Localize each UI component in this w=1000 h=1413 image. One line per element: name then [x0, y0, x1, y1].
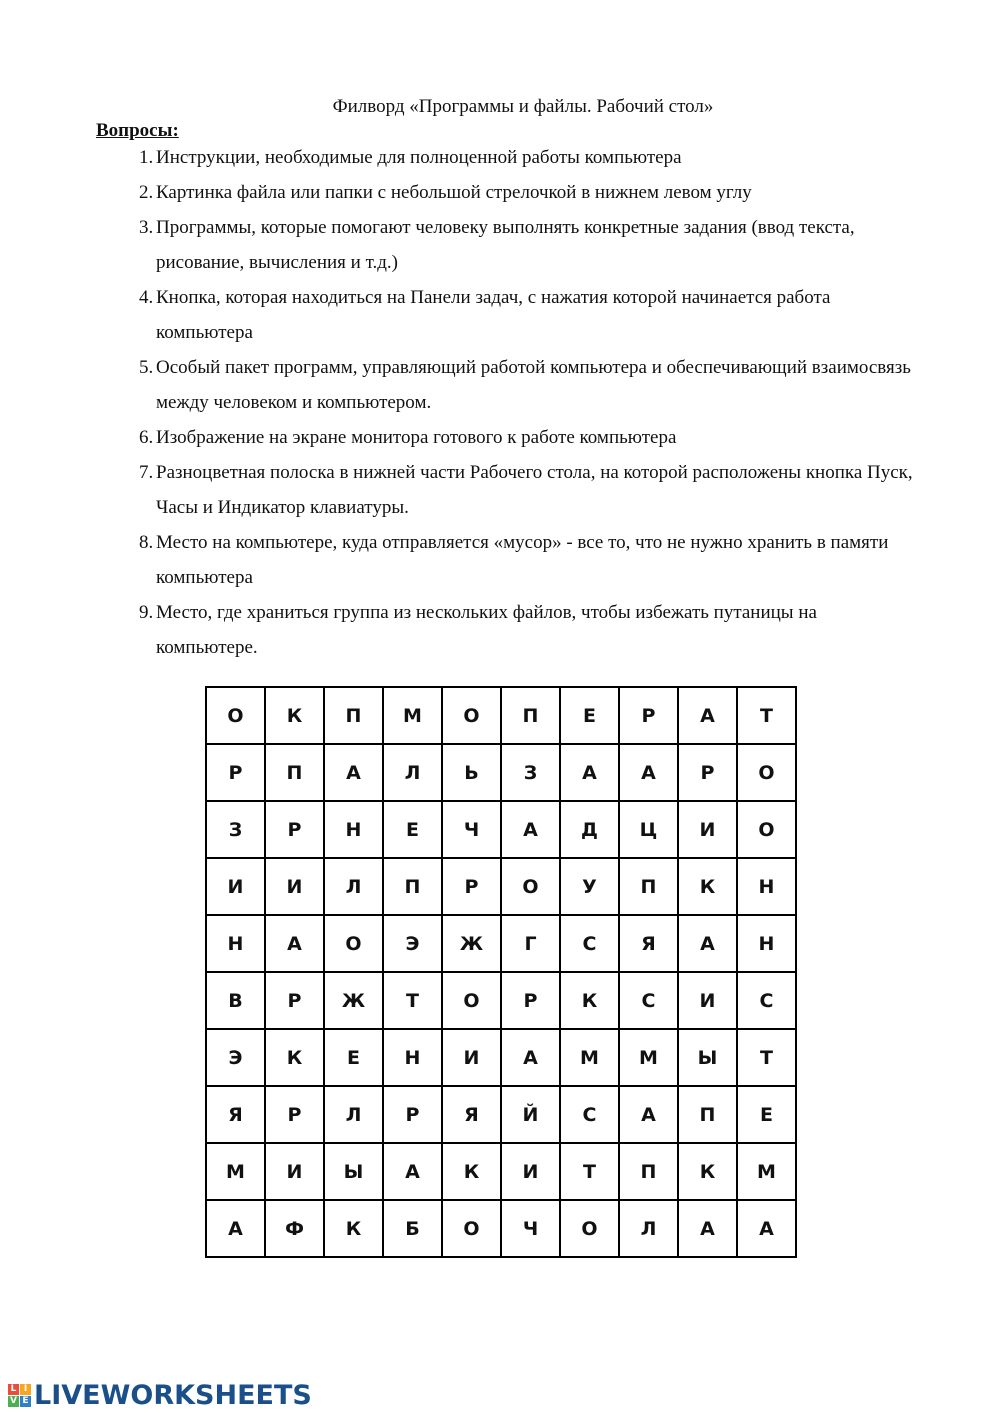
grid-cell[interactable]: А [619, 744, 678, 801]
grid-cell[interactable]: Я [206, 1086, 265, 1143]
grid-cell[interactable]: Ц [619, 801, 678, 858]
grid-cell[interactable]: Н [737, 858, 796, 915]
question-text: Изображение на экране монитора готового к работе компьютера [156, 427, 677, 448]
question-item [96, 210, 916, 280]
grid-cell[interactable]: П [501, 687, 560, 744]
grid-cell[interactable]: Ы [678, 1029, 737, 1086]
grid-cell[interactable]: И [206, 858, 265, 915]
grid-cell[interactable]: Л [324, 1086, 383, 1143]
grid-cell[interactable]: Р [678, 744, 737, 801]
grid-cell[interactable]: Ж [442, 915, 501, 972]
grid-cell[interactable]: Р [206, 744, 265, 801]
grid-cell[interactable]: О [560, 1200, 619, 1257]
grid-cell[interactable]: А [737, 1200, 796, 1257]
grid-cell[interactable]: Р [265, 801, 324, 858]
grid-cell[interactable]: Й [501, 1086, 560, 1143]
grid-cell[interactable]: М [560, 1029, 619, 1086]
grid-cell[interactable]: А [678, 915, 737, 972]
question-number: 3. [139, 217, 154, 238]
grid-cell[interactable]: О [501, 858, 560, 915]
grid-cell[interactable]: О [324, 915, 383, 972]
grid-cell[interactable]: Е [560, 687, 619, 744]
question-text: Инструкции, необходимые для полноценной работы компьютера [156, 147, 682, 168]
grid-cell[interactable]: Р [442, 858, 501, 915]
grid-cell[interactable]: Э [383, 915, 442, 972]
grid-cell[interactable]: П [619, 1143, 678, 1200]
question-item [96, 280, 916, 350]
grid-cell[interactable]: Т [383, 972, 442, 1029]
grid-cell[interactable]: В [206, 972, 265, 1029]
grid-cell[interactable]: М [619, 1029, 678, 1086]
grid-cell[interactable]: А [678, 1200, 737, 1257]
grid-cell[interactable]: Н [383, 1029, 442, 1086]
question-number: 6. [139, 427, 154, 448]
grid-cell[interactable]: П [383, 858, 442, 915]
grid-cell[interactable]: И [678, 972, 737, 1029]
grid-row [206, 1200, 796, 1257]
grid-cell[interactable]: А [678, 687, 737, 744]
grid-cell[interactable]: К [678, 858, 737, 915]
grid-cell[interactable]: Е [383, 801, 442, 858]
grid-cell[interactable]: К [265, 1029, 324, 1086]
question-item [96, 455, 916, 525]
grid-cell[interactable]: З [501, 744, 560, 801]
grid-cell[interactable]: Е [737, 1086, 796, 1143]
question-text: Картинка файла или папки с небольшой стрелочкой в нижнем левом углу [156, 182, 752, 203]
logo-text: LIVEWORKSHEETS [34, 1379, 312, 1411]
grid-cell[interactable]: Я [619, 915, 678, 972]
question-text: Кнопка, которая находиться на Панели задач, с нажатия которой начинается работа компьютера [156, 287, 831, 343]
grid-cell[interactable]: Б [383, 1200, 442, 1257]
question-item [96, 175, 916, 210]
grid-cell[interactable]: О [442, 972, 501, 1029]
question-item [96, 595, 916, 665]
grid-cell[interactable]: И [265, 1143, 324, 1200]
grid-cell[interactable]: И [501, 1143, 560, 1200]
grid-cell[interactable]: Р [383, 1086, 442, 1143]
grid-cell[interactable]: О [442, 1200, 501, 1257]
grid-cell[interactable]: Р [501, 972, 560, 1029]
grid-cell[interactable]: С [560, 1086, 619, 1143]
logo-mark-square: E [20, 1396, 31, 1407]
question-number: 9. [139, 602, 154, 623]
grid-row [206, 915, 796, 972]
grid-cell[interactable]: Ь [442, 744, 501, 801]
question-number: 4. [139, 287, 154, 308]
logo-mark-square: L [8, 1384, 19, 1395]
grid-cell[interactable]: М [206, 1143, 265, 1200]
logo-mark-icon [8, 1384, 31, 1407]
grid-cell[interactable]: П [324, 687, 383, 744]
question-text: Место на компьютере, куда отправляется «мусор» - все то, что не нужно хранить в памяти компьютера [156, 532, 889, 588]
grid-cell[interactable]: С [560, 915, 619, 972]
grid-cell[interactable]: А [560, 744, 619, 801]
question-number: 2. [139, 182, 154, 203]
question-number: 1. [139, 147, 154, 168]
question-item [96, 525, 916, 595]
grid-cell[interactable]: С [737, 972, 796, 1029]
grid-cell[interactable]: Ж [324, 972, 383, 1029]
logo-mark-square: V [8, 1396, 19, 1407]
grid-cell[interactable]: К [442, 1143, 501, 1200]
grid-row [206, 801, 796, 858]
grid-cell[interactable]: А [501, 1029, 560, 1086]
grid-row [206, 744, 796, 801]
grid-cell[interactable]: И [678, 801, 737, 858]
grid-cell[interactable]: Э [206, 1029, 265, 1086]
grid-cell[interactable]: С [619, 972, 678, 1029]
grid-cell[interactable]: А [324, 744, 383, 801]
grid-row [206, 972, 796, 1029]
grid-cell[interactable]: О [442, 687, 501, 744]
question-text: Разноцветная полоска в нижней части Рабочего стола, на которой расположены кнопка Пуск, Часы и Индикатор клавиатуры. [156, 462, 913, 518]
questions-list [96, 140, 916, 665]
grid-cell[interactable]: Ы [324, 1143, 383, 1200]
grid-cell[interactable]: Т [737, 1029, 796, 1086]
question-number: 5. [139, 357, 154, 378]
question-text: Особый пакет программ, управляющий работой компьютера и обеспечивающий взаимосвязь между человеком и компьютером. [156, 357, 911, 413]
grid-cell[interactable]: Е [324, 1029, 383, 1086]
question-number: 7. [139, 462, 154, 483]
grid-cell[interactable]: Н [324, 801, 383, 858]
question-item [96, 140, 916, 175]
grid-cell[interactable]: З [206, 801, 265, 858]
grid-cell[interactable]: Н [737, 915, 796, 972]
grid-cell[interactable]: К [678, 1143, 737, 1200]
grid-cell[interactable]: К [265, 687, 324, 744]
grid-cell[interactable]: Р [265, 1086, 324, 1143]
question-item [96, 420, 916, 455]
grid-cell[interactable]: Р [619, 687, 678, 744]
grid-cell[interactable]: П [265, 744, 324, 801]
grid-row [206, 1086, 796, 1143]
grid-cell[interactable]: К [324, 1200, 383, 1257]
grid-cell[interactable]: Л [383, 744, 442, 801]
grid-cell[interactable]: А [501, 801, 560, 858]
grid-cell[interactable]: П [678, 1086, 737, 1143]
grid-cell[interactable]: Т [737, 687, 796, 744]
grid-cell[interactable]: М [383, 687, 442, 744]
grid-cell[interactable]: И [265, 858, 324, 915]
grid-cell[interactable]: О [737, 801, 796, 858]
grid-cell[interactable]: Я [442, 1086, 501, 1143]
grid-row [206, 858, 796, 915]
grid-cell[interactable]: Д [560, 801, 619, 858]
grid-cell[interactable]: Л [619, 1200, 678, 1257]
grid-cell[interactable]: Г [501, 915, 560, 972]
grid-cell[interactable]: А [265, 915, 324, 972]
question-number: 8. [139, 532, 154, 553]
grid-cell[interactable]: А [619, 1086, 678, 1143]
question-text: Программы, которые помогают человеку выполнять конкретные задания (ввод текста, рисование, вычисления и т.д.) [156, 217, 855, 273]
grid-row [206, 687, 796, 744]
grid-row [206, 1143, 796, 1200]
grid-row [206, 1029, 796, 1086]
worksheet-title: Филворд «Программы и файлы. Рабочий стол» [332, 96, 714, 117]
grid-cell[interactable]: У [560, 858, 619, 915]
grid-cell[interactable]: Т [560, 1143, 619, 1200]
grid-cell[interactable]: П [619, 858, 678, 915]
grid-cell[interactable]: И [442, 1029, 501, 1086]
question-text: Место, где храниться группа из нескольких файлов, чтобы избежать путаницы на компьютере. [156, 602, 817, 658]
grid-cell[interactable]: Ф [265, 1200, 324, 1257]
liveworksheets-logo[interactable] [8, 1378, 312, 1412]
grid-cell[interactable]: Р [265, 972, 324, 1029]
grid-cell[interactable]: О [737, 744, 796, 801]
grid-cell[interactable]: Н [206, 915, 265, 972]
grid-cell[interactable]: К [560, 972, 619, 1029]
word-search-grid [205, 686, 797, 1258]
grid-cell[interactable]: А [206, 1200, 265, 1257]
grid-cell[interactable]: Ч [501, 1200, 560, 1257]
grid-cell[interactable]: О [206, 687, 265, 744]
grid-cell[interactable]: Л [324, 858, 383, 915]
grid-cell[interactable]: А [383, 1143, 442, 1200]
questions-header: Вопросы: [96, 120, 179, 141]
logo-mark-square: I [20, 1384, 31, 1395]
grid-cell[interactable]: Ч [442, 801, 501, 858]
grid-cell[interactable]: М [737, 1143, 796, 1200]
question-item [96, 350, 916, 420]
